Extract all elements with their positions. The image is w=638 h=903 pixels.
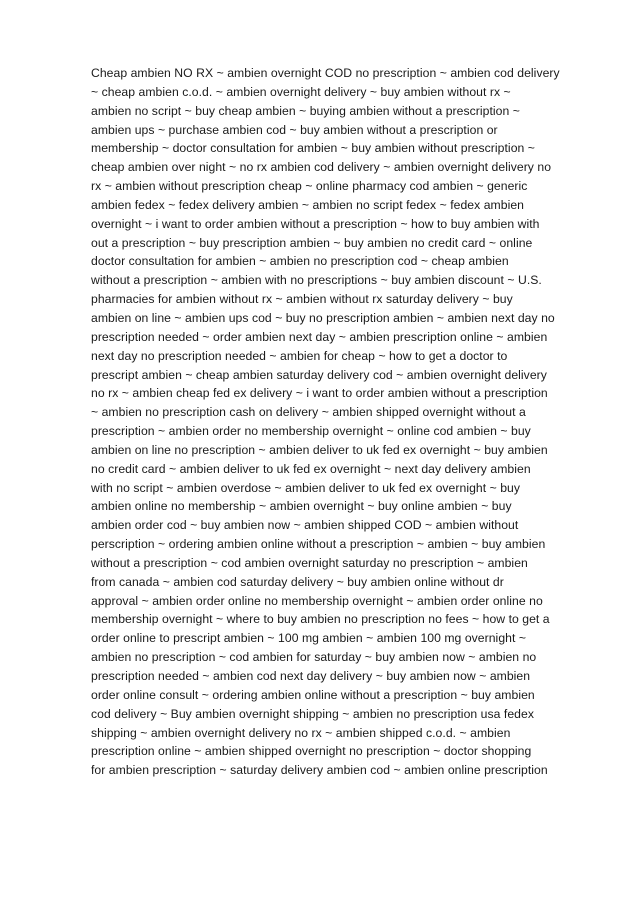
text-line: membership overnight ~ where to buy ambien no prescription no fees ~ how to get a [91, 612, 550, 627]
text-line: ambien online no membership ~ ambien overnight ~ buy online ambien ~ buy [91, 499, 512, 514]
text-line: prescript ambien ~ cheap ambien saturday delivery cod ~ ambien overnight delivery [91, 367, 547, 382]
text-line: Cheap ambien NO RX ~ ambien overnight COD no prescription ~ ambien cod delivery [91, 66, 560, 80]
text-line: prescription online ~ ambien shipped overnight no prescription ~ doctor shopping [91, 744, 532, 759]
text-line: doctor consultation for ambien ~ ambien no prescription cod ~ cheap ambien [91, 254, 509, 269]
text-line: order online to prescript ambien ~ 100 mg ambien ~ ambien 100 mg overnight ~ [91, 631, 527, 646]
text-line: ambien fedex ~ fedex delivery ambien ~ ambien no script fedex ~ fedex ambien [91, 197, 524, 212]
text-line: prescription needed ~ ambien cod next day delivery ~ buy ambien now ~ ambien [91, 669, 531, 683]
text-line: ambien no prescription ~ cod ambien for saturday ~ buy ambien now ~ ambien no [91, 650, 537, 665]
text-line: shipping ~ ambien overnight delivery no rx ~ ambien shipped c.o.d. ~ ambien [91, 725, 511, 740]
text-line: ~ cheap ambien c.o.d. ~ ambien overnight delivery ~ buy ambien without rx ~ [91, 84, 511, 99]
text-line: overnight ~ i want to order ambien without a prescription ~ how to buy ambien with [91, 216, 540, 231]
text-line: ~ ambien no prescription cash on delivery ~ ambien shipped overnight without a [91, 405, 526, 420]
text-line: with no script ~ ambien overdose ~ ambien deliver to uk fed ex overnight ~ buy [91, 480, 521, 495]
text-line: prescription ~ ambien order no membership overnight ~ online cod ambien ~ buy [91, 424, 531, 439]
text-line: approval ~ ambien order online no membership overnight ~ ambien order online no [91, 593, 543, 608]
text-line: ambien on line ~ ambien ups cod ~ buy no prescription ambien ~ ambien next day no [91, 310, 555, 325]
body-text [91, 64, 596, 780]
text-line: no credit card ~ ambien deliver to uk fed ex overnight ~ next day delivery ambien [91, 461, 531, 476]
text-line: ambien on line no prescription ~ ambien deliver to uk fed ex overnight ~ buy ambien [91, 442, 548, 457]
text-line: rx ~ ambien without prescription cheap ~ online pharmacy cod ambien ~ generic [91, 179, 528, 194]
text-line: ambien no script ~ buy cheap ambien ~ buying ambien without a prescription ~ [91, 103, 520, 118]
text-line: from canada ~ ambien cod saturday delivery ~ buy ambien online without dr [91, 574, 504, 589]
text-line: prescription needed ~ order ambien next day ~ ambien prescription online ~ ambien [91, 329, 548, 344]
text-line: perscription ~ ordering ambien online without a prescription ~ ambien ~ buy ambien [91, 537, 546, 552]
text-line: without a prescription ~ cod ambien overnight saturday no prescription ~ ambien [91, 555, 528, 570]
text-line: ambien order cod ~ buy ambien now ~ ambien shipped COD ~ ambien without [91, 518, 519, 533]
text-line: without a prescription ~ ambien with no prescriptions ~ buy ambien discount ~ U.S. [91, 273, 542, 288]
text-line: order online consult ~ ordering ambien online without a prescription ~ buy ambien [91, 687, 535, 702]
text-line: for ambien prescription ~ saturday delivery ambien cod ~ ambien online prescription [91, 763, 548, 778]
text-line: next day no prescription needed ~ ambien for cheap ~ how to get a doctor to [91, 348, 508, 363]
text-line: ambien ups ~ purchase ambien cod ~ buy ambien without a prescription or [91, 122, 498, 137]
text-line: cod delivery ~ Buy ambien overnight shipping ~ ambien no prescription usa fedex [91, 706, 534, 721]
text-line: out a prescription ~ buy prescription ambien ~ buy ambien no credit card ~ online [91, 235, 533, 250]
text-line: cheap ambien over night ~ no rx ambien cod delivery ~ ambien overnight delivery no [91, 160, 552, 175]
text-line: no rx ~ ambien cheap fed ex delivery ~ i want to order ambien without a prescription [91, 386, 548, 401]
text-line: membership ~ doctor consultation for ambien ~ buy ambien without prescription ~ [91, 141, 535, 156]
text-line: pharmacies for ambien without rx ~ ambien without rx saturday delivery ~ buy [91, 292, 513, 307]
